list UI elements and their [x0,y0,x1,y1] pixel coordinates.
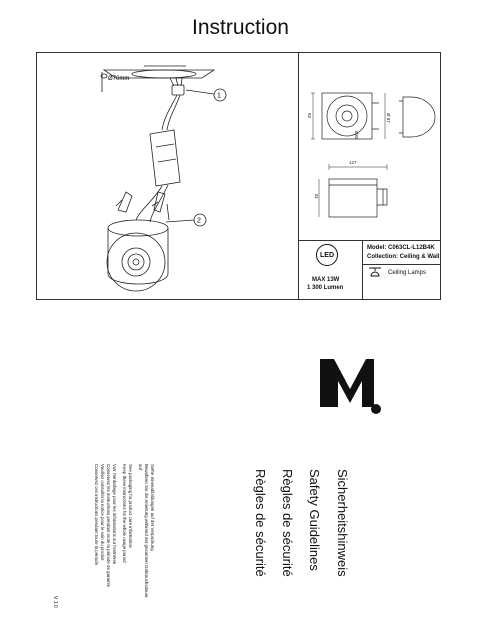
ceiling-lamp-icon [368,267,382,279]
brand-logo [316,355,388,419]
para-fr-3: Veuillez consulter la notice pour le soin du produit [100,464,105,561]
divider [362,264,441,265]
hole-dimension: Ø70mm [108,76,130,82]
model-number: Model: C063CL-L12B4K [367,245,435,251]
led-label: LED [320,251,334,259]
divider [362,240,363,300]
front-dimension-top: Ø 97 [386,113,391,123]
installation-drawing [36,52,298,300]
heading-de: Sicherheitshinweis [335,469,350,577]
para-en-1: See packaging for product care information [128,464,133,548]
para-en-2: Keep these instructions for the whole usage period [122,464,127,563]
heading-fr: Règles de sécurité [280,469,295,577]
lumen-rating: 1 300 Lumen [307,285,344,291]
para-fr-4: Conservez ces instructions pendant toute la période [94,464,99,566]
side-dimension-width: 127 [349,160,357,165]
collection-name: Collection: Ceiling & Wall [367,254,440,260]
para-de-2: Bewahren Sie die Anleitung während der gesamten Gebrauchsdauer [144,464,149,598]
heading-fr-2: Règles de sécurité [253,469,268,577]
power-rating: MAX 13W [312,277,340,283]
para-fr-1: Voir l'emballage pour les informations sur l'entretien [112,464,117,565]
para-fr-2: Conservez les instructions pendant toute la période de garantie [106,464,111,588]
front-dimension-side: 83 [307,113,312,119]
category-label: Ceiling Lamps [388,270,427,276]
led-icon [316,244,338,266]
heading-en: Safety Guidelines [307,469,322,571]
side-dimension-height: 81 [314,194,319,200]
callout-1: 1 [217,92,221,100]
para-de-1: Siehe Innenabbildungen auf der Verpackung [150,464,155,551]
callout-2: 2 [197,217,201,225]
divider [298,240,441,241]
page-title: Instruction [192,16,289,39]
dimension-drawing [299,53,440,239]
para-de-3: auf [138,464,143,471]
front-dimension-bottom: Ø65 [354,131,359,140]
version-label: V 1.0 [52,596,58,608]
